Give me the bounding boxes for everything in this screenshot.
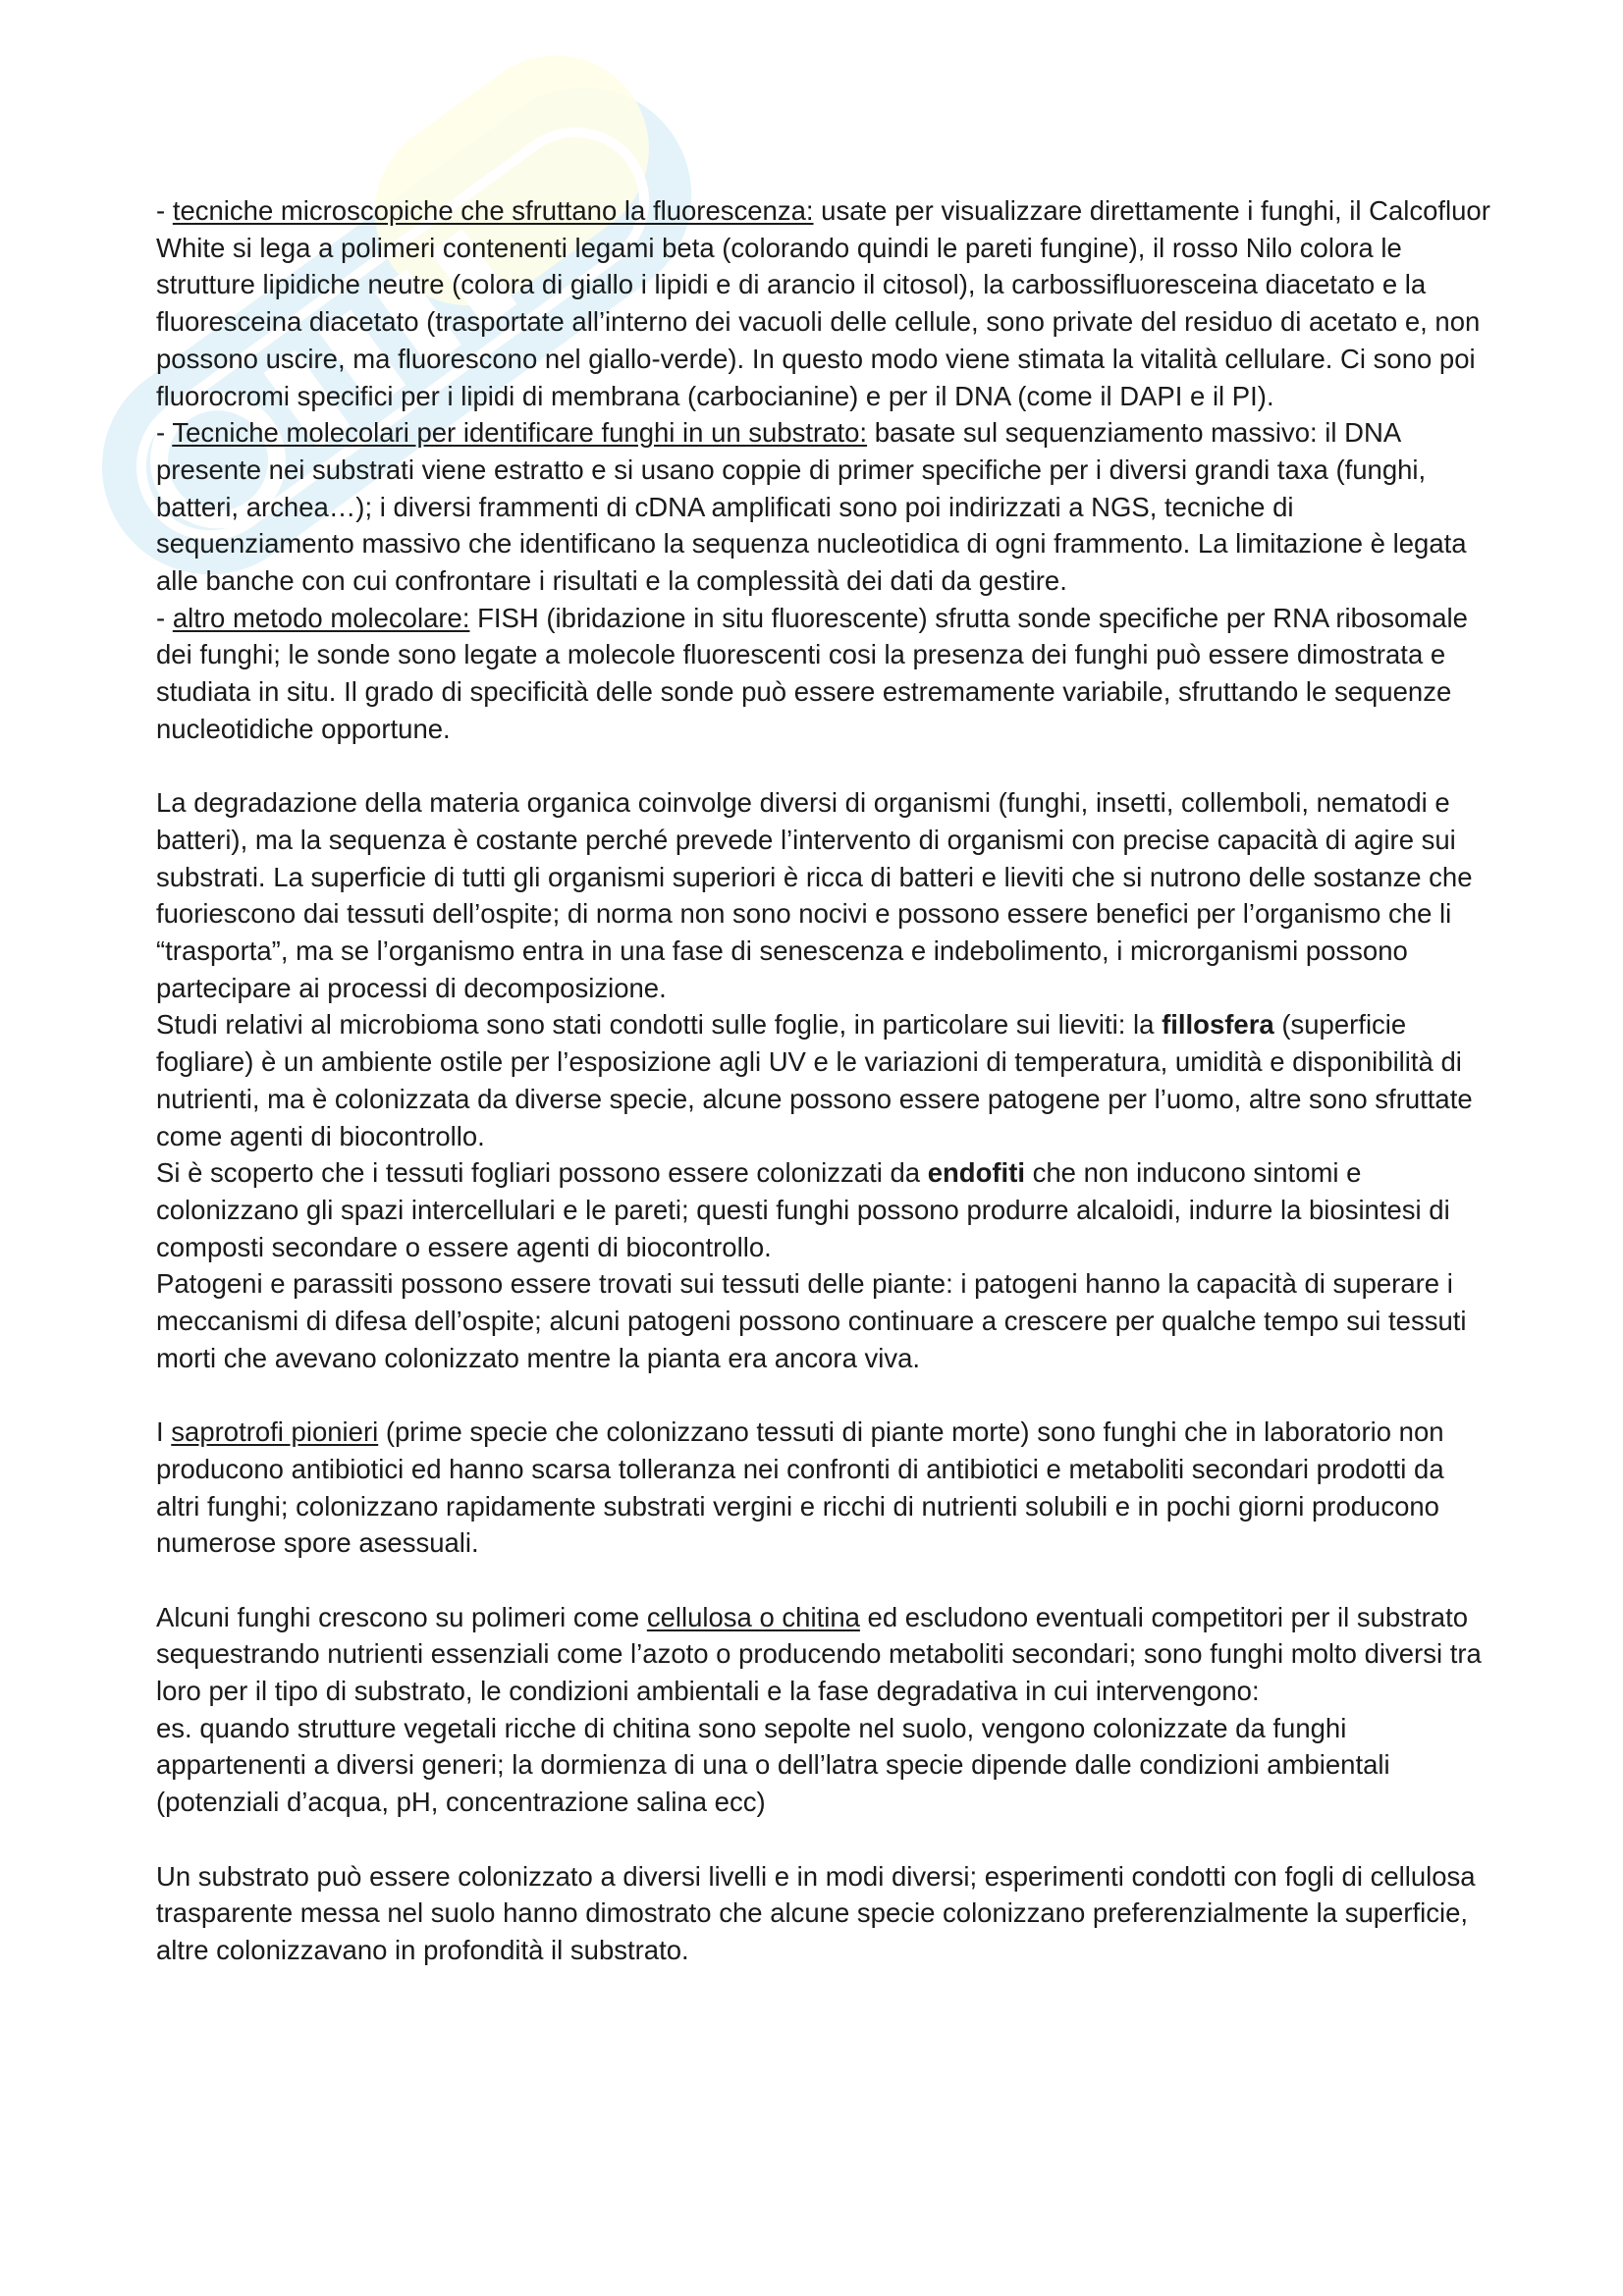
paragraph-gap	[156, 1821, 1491, 1858]
paragraph-organic-degradation: La degradazione della materia organica coinvolge diversi di organismi (funghi, insetti, collemboli, nematodi e batteri), ma la sequenza è costante perché prevede l’intervento di organismi con precise capacità di agire sui substrati. La superficie di tutti gli organismi superiori è ricca di batteri e lieviti che si nutrono delle sostanze che fuoriescono dai tessuti dell’ospite; di norma non sono nocivi e possono essere benefici per l’organismo che li “trasporta”, ma se l’organismo entra in una fase di senescenza e indebolimento, i microrganismi possono partecipare ai processi di decomposizione.	[156, 787, 1473, 1003]
phyllosphere-text-before: Studi relativi al microbioma sono stati condotti sulle foglie, in particolare sui lieviti: la	[156, 1009, 1163, 1041]
bullet-dash: -	[156, 602, 173, 633]
document-body	[156, 192, 1491, 1969]
molecular-techniques-text: basate sul sequenziamento massivo: il DNA presente nei substrati viene estratto e si usano coppie di primer specifiche per i diversi grandi taxa (funghi, batteri, archea…); i diversi frammenti di cDNA amplificati sono poi indirizzati a NGS, tecniche di sequenziamento massivo che identificano la sequenza nucleotidica di ogni frammento. La limitazione è legata alle banche con cui confrontare i risultati e la complessità dei dati da gestire.	[156, 417, 1467, 597]
endophytes-text-after: che non inducono sintomi e colonizzano gli spazi intercellulari e le pareti; questi funghi possono produrre alcaloidi, indurre la biosintesi di composti secondare o essere agenti di biocontrollo.	[156, 1157, 1450, 1262]
paragraph-phyllosphere	[156, 1006, 1491, 1154]
molecular-techniques-label: Tecniche molecolari per identificare funghi in un substrato:	[172, 417, 868, 449]
paragraph-polymer-fungi	[156, 1599, 1491, 1710]
pioneer-term: saprotrofi pionieri	[171, 1416, 379, 1448]
paragraph-other-molecular-method	[156, 600, 1491, 748]
pioneer-text-before: I	[156, 1416, 172, 1448]
fluorescence-techniques-label: tecniche microscopiche che sfruttano la fluorescenza:	[172, 195, 814, 226]
bullet-dash: -	[156, 417, 173, 449]
polymer-text-before: Alcuni funghi crescono su polimeri come	[156, 1601, 647, 1632]
phyllosphere-term: fillosfera	[1162, 1009, 1274, 1041]
paragraph-substrate-colonization: Un substrato può essere colonizzato a diversi livelli e in modi diversi; esperimenti condotti con fogli di cellulosa trasparente messa nel suolo hanno dimostrato che alcune specie colonizzano preferenzialmente la superficie, altre colonizzavano in profondità il substrato.	[156, 1860, 1476, 1965]
paragraph-chitin-example: es. quando strutture vegetali ricche di chitina sono sepolte nel suolo, vengono colonizzate da funghi appartenenti a diversi generi; la dormienza di una o dell’latra specie dipende dalle condizioni ambientali (potenziali d’acqua, pH, concentrazione salina ecc)	[156, 1712, 1390, 1818]
paragraph-pioneer-saprotrophs	[156, 1414, 1491, 1562]
paragraph-molecular-techniques	[156, 414, 1491, 600]
endophytes-text-before: Si è scoperto che i tessuti fogliari possono essere colonizzati da	[156, 1157, 928, 1189]
paragraph-gap	[156, 748, 1491, 785]
endophytes-term: endofiti	[927, 1157, 1025, 1189]
pioneer-text-after: (prime specie che colonizzano tessuti di piante morte) sono funghi che in laboratorio non producono antibiotici ed hanno scarsa tolleranza nei confronti di antibiotici e metaboliti secondari prodotti da altri funghi; colonizzano rapidamente substrati vergini e ricchi di nutrienti solubili e in pochi giorni producono numerose spore asessuali.	[156, 1416, 1444, 1559]
other-molecular-method-label: altro metodo molecolare:	[172, 602, 470, 633]
paragraph-gap	[156, 1376, 1491, 1414]
phyllosphere-text-after: (superficie fogliare) è un ambiente ostile per l’esposizione agli UV e le variazioni di temperatura, umidità e disponibilità di nutrienti, ma è colonizzata da diverse specie, alcune possono essere patogene per l’uomo, altre sono sfruttate come agenti di biocontrollo.	[156, 1009, 1473, 1151]
paragraph-pathogens: Patogeni e parassiti possono essere trovati sui tessuti delle piante: i patogeni hanno la capacità di superare i meccanismi di difesa dell’ospite; alcuni patogeni possono continuare a crescere per qualche tempo sui tessuti morti che avevano colonizzato mentre la pianta era ancora viva.	[156, 1268, 1467, 1373]
polymer-text-after: ed escludono eventuali competitori per il substrato sequestrando nutrienti essenziali come l’azoto o producendo metaboliti secondari; sono funghi molto diversi tra loro per il tipo di substrato, le condizioni ambientali e la fase degradativa in cui intervengono:	[156, 1601, 1482, 1707]
other-molecular-method-text: FISH (ibridazione in situ fluorescente) sfrutta sonde specifiche per RNA ribosomale dei funghi; le sonde sono legate a molecole fluorescenti cosi la presenza dei funghi può essere dimostrata e studiata in situ. Il grado di specificità delle sonde può essere estremamente variabile, sfruttando le sequenze nucleotidiche opportune.	[156, 602, 1468, 744]
fluorescence-techniques-text: usate per visualizzare direttamente i funghi, il Calcofluor White si lega a polimeri contenenti legami beta (colorando quindi le pareti fungine), il rosso Nilo colora le strutture lipidiche neutre (colora di giallo i lipidi e di arancio il citosol), la carbossifluoresceina diacetato e la fluoresceina diacetato (trasportate all’interno dei vacuoli delle cellule, sono private del residuo di acetato e, non possono uscire, ma fluorescono nel giallo-verde). In questo modo viene stimata la vitalità cellulare. Ci sono poi fluorocromi specifici per i lipidi di membrana (carbocianine) e per il DNA (come il DAPI e il PI).	[156, 195, 1490, 411]
polymer-term: cellulosa o chitina	[646, 1601, 860, 1632]
bullet-dash: -	[156, 195, 173, 226]
paragraph-fluorescence-techniques	[156, 192, 1491, 414]
paragraph-gap	[156, 1562, 1491, 1599]
paragraph-endophytes	[156, 1154, 1491, 1265]
